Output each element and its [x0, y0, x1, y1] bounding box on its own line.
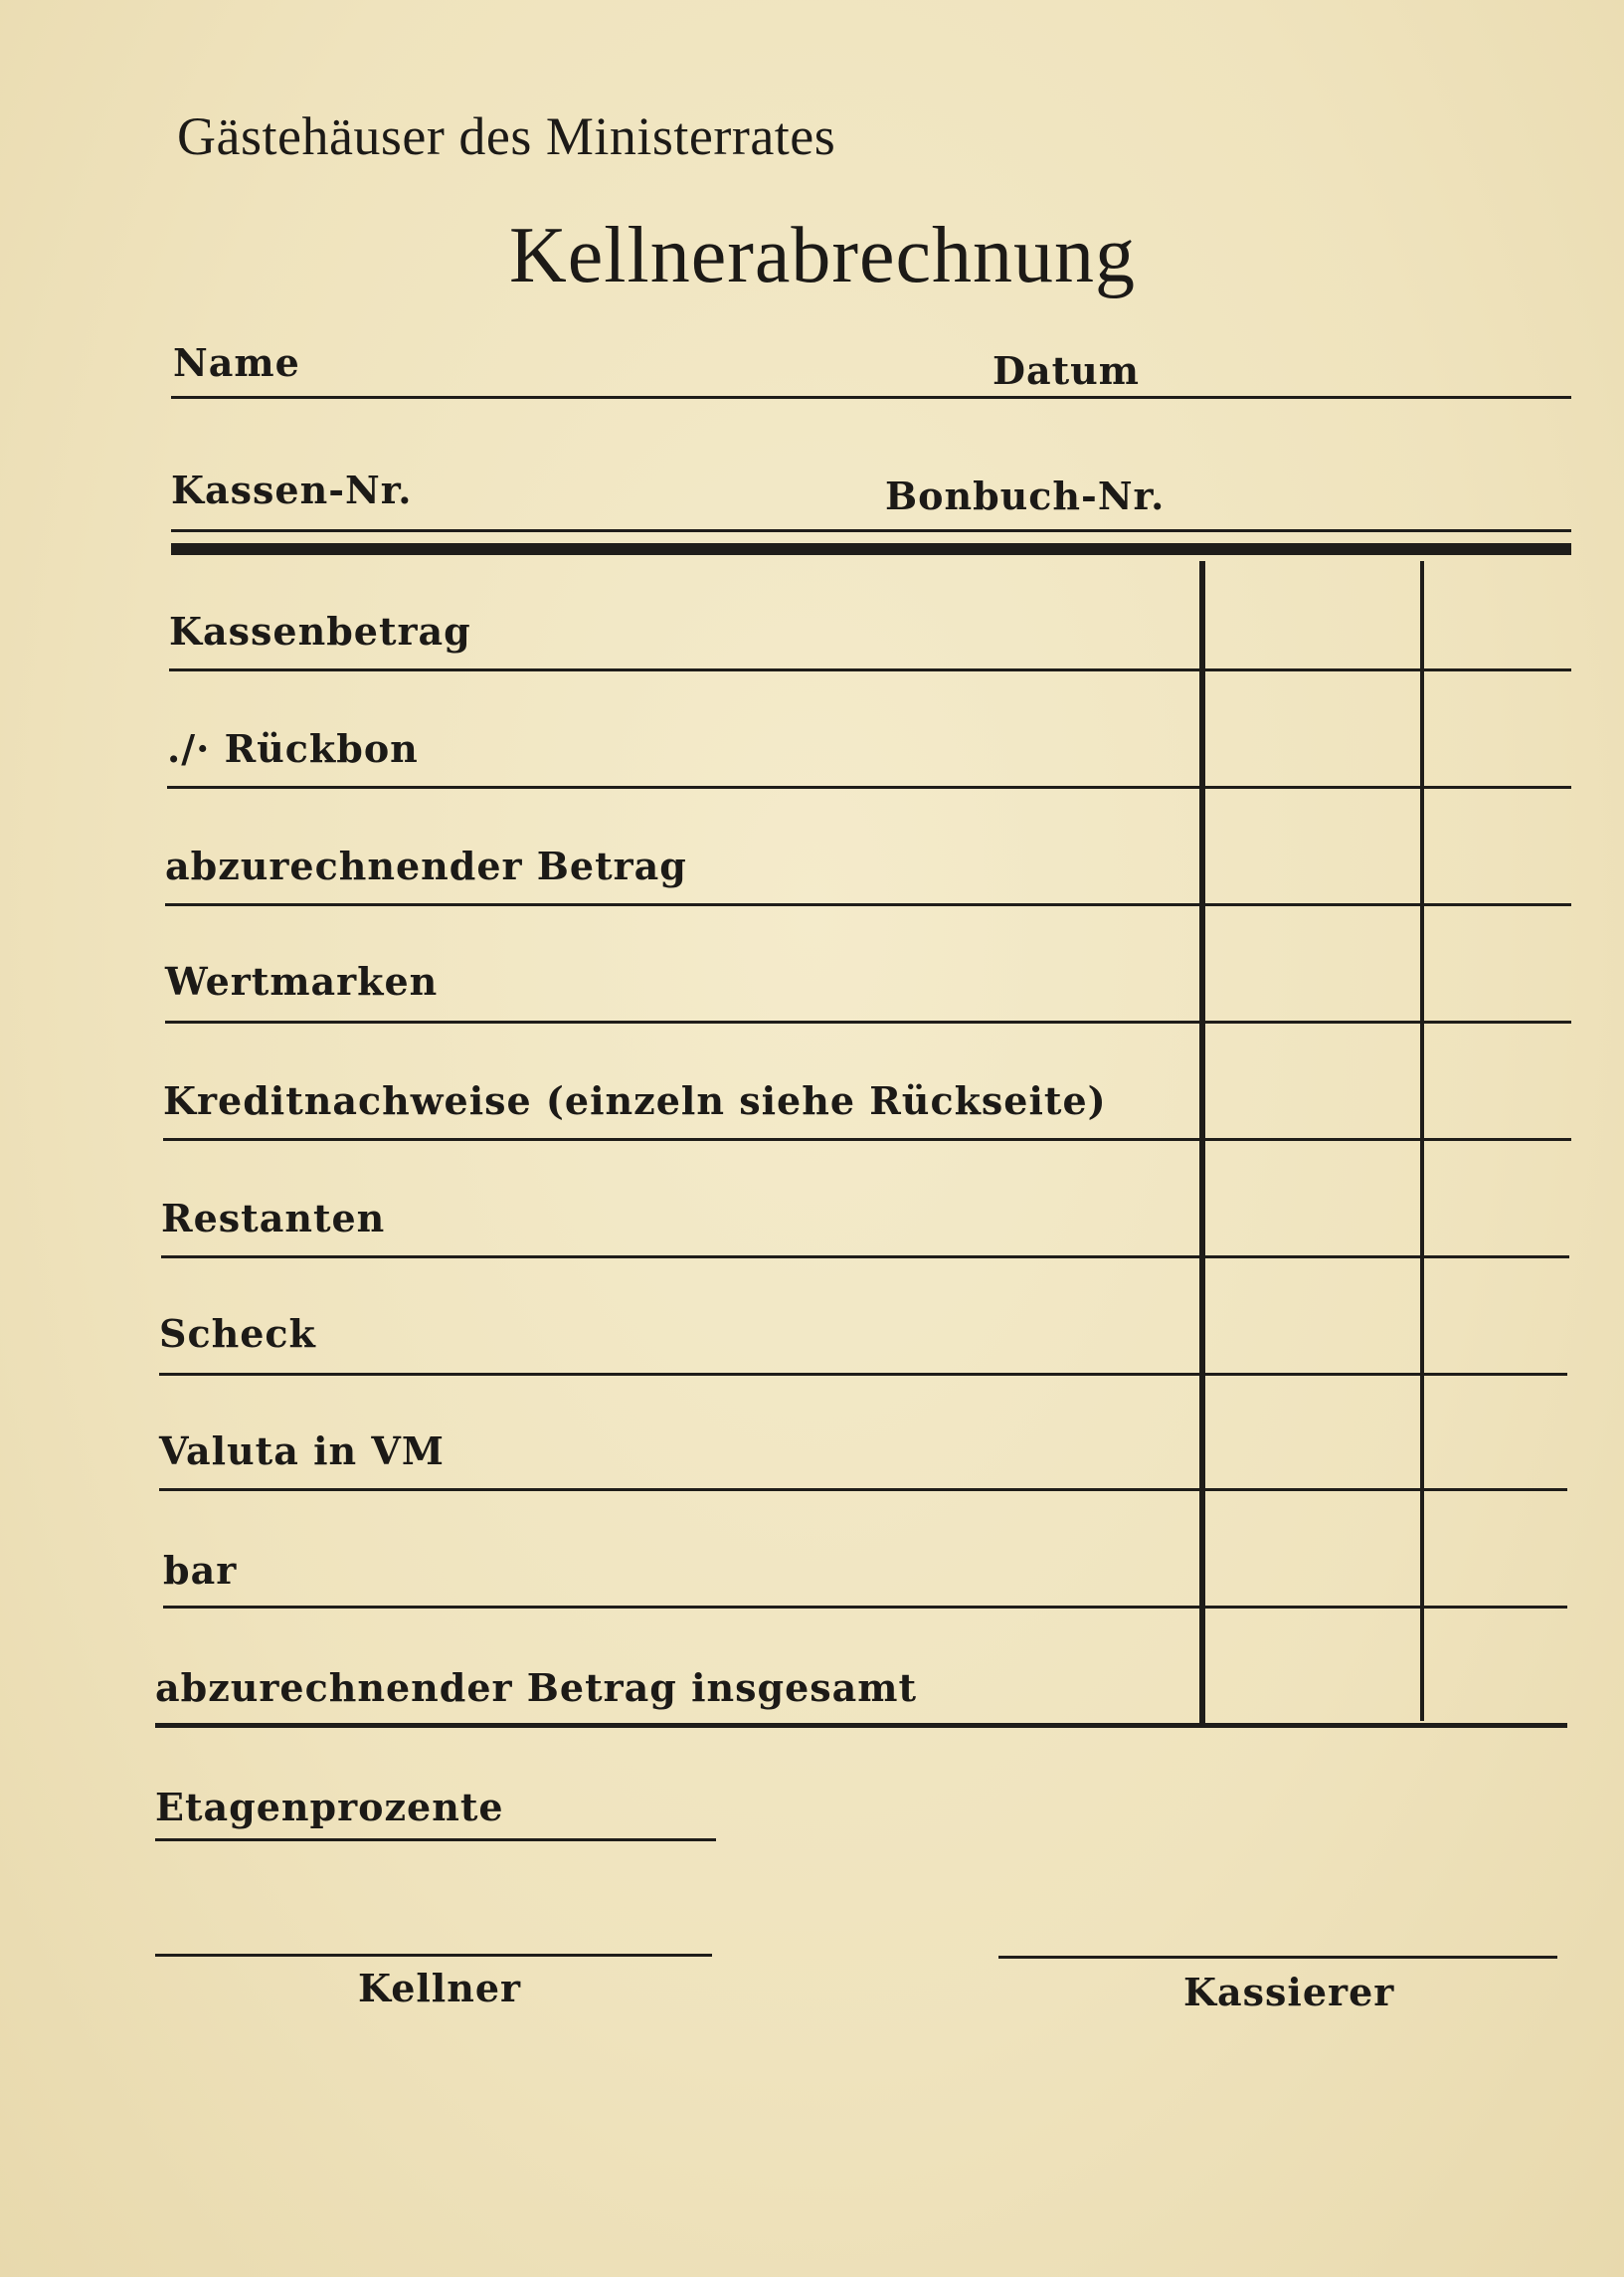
- row-label-restanten: Restanten: [161, 1196, 386, 1240]
- row-label-kassenbetrag: Kassenbetrag: [169, 609, 471, 654]
- bonbuch-nr-label: Bonbuch-Nr.: [885, 474, 1166, 518]
- row-label-valuta: Valuta in VM: [159, 1428, 445, 1473]
- row-line-restanten: [161, 1255, 1569, 1258]
- etagenprozente-label: Etagenprozente: [155, 1785, 504, 1829]
- kassierer-signature-line: [998, 1956, 1557, 1959]
- row-label-wertmarken: Wertmarken: [165, 959, 439, 1004]
- row-line-wertmarken: [165, 1021, 1571, 1024]
- row-line-abzurechnender-betrag: [165, 903, 1571, 906]
- row-line-betrag-insgesamt: [155, 1723, 1567, 1728]
- row-label-kreditnachweise: Kreditnachweise (einzeln siehe Rückseite): [163, 1078, 1107, 1123]
- row-line-bar: [163, 1606, 1567, 1609]
- row-line-rueckbon: [167, 786, 1571, 789]
- row-label-rueckbon: ./· Rückbon: [167, 726, 419, 771]
- kassierer-label: Kassierer: [1183, 1970, 1395, 2014]
- datum-label: Datum: [992, 348, 1140, 393]
- kellner-signature-line: [155, 1954, 712, 1957]
- table-top-rule: [171, 543, 1571, 555]
- organization-name: Gästehäuser des Ministerrates: [177, 106, 836, 166]
- name-label: Name: [173, 340, 300, 385]
- kellner-label: Kellner: [358, 1966, 522, 2010]
- form-title: Kellnerabrechnung: [509, 212, 1137, 299]
- row-line-scheck: [159, 1373, 1567, 1376]
- row-label-betrag-insgesamt: abzurechnender Betrag insgesamt: [155, 1665, 918, 1710]
- kassen-nr-label: Kassen-Nr.: [171, 468, 413, 512]
- column-divider-left: [1199, 561, 1205, 1725]
- name-datum-line: [171, 396, 1571, 399]
- row-line-valuta: [159, 1488, 1567, 1491]
- column-divider-right: [1420, 561, 1424, 1721]
- etagenprozente-line: [155, 1838, 716, 1841]
- row-label-scheck: Scheck: [159, 1311, 316, 1356]
- row-line-kreditnachweise: [163, 1138, 1571, 1141]
- row-line-kassenbetrag: [169, 668, 1571, 671]
- row-label-abzurechnender-betrag: abzurechnender Betrag: [165, 844, 687, 888]
- kassen-bonbuch-line: [171, 529, 1571, 532]
- row-label-bar: bar: [163, 1548, 238, 1593]
